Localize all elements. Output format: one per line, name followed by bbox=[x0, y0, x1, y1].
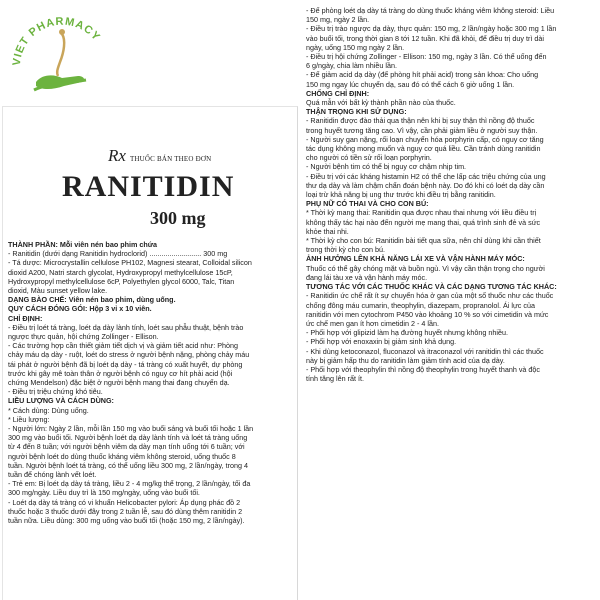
text-line: 150 mg ngay lúc chuyển dạ, sau đó có thể cách 6 giờ uống 1 lần. bbox=[306, 79, 515, 89]
text-line: chứng Mendelson) đặc biệt ở người bệnh mang thai đang chuyển dạ. bbox=[8, 378, 230, 388]
text-line: vào buổi tối, trong thời gian 8 tới 12 tuần. Khi đã khỏi, để điều trị duy trì dài bbox=[306, 33, 544, 43]
text-line: tác dụng không mong muốn và nguy cơ quá liều. Cần tránh dùng ranitidin bbox=[306, 144, 541, 154]
text-line: dioxid, Màu sunset yellow lake. bbox=[8, 286, 108, 296]
text-line: chảy máu dạ dày - ruột, loét do stress ở người bệnh nặng, phòng chảy máu bbox=[8, 350, 250, 360]
text-line: không thấy tác hại nào đến người mẹ mang thai, quá trình sinh đẻ và sức bbox=[306, 217, 541, 227]
text-line: chống đông máu cumarin, theophylin, diazepam, propranolol. Ái lực của bbox=[306, 300, 535, 310]
product-dose: 300 mg bbox=[150, 208, 206, 228]
text-line: - Khi dùng ketoconazol, fluconazol và itraconazol với ranitidin thì các thuốc bbox=[306, 346, 544, 356]
section-heading: THÀNH PHẦN: Mỗi viên nén bao phim chứa bbox=[8, 240, 157, 249]
text-line: - Điều trị triệu chứng khó tiêu. bbox=[8, 387, 103, 397]
right-page bbox=[300, 0, 596, 600]
prescription-note: THUỐC BÁN THEO ĐƠN bbox=[129, 155, 212, 163]
text-line: * Cách dùng: Dùng uống. bbox=[8, 405, 89, 415]
section-heading: TƯƠNG TÁC VỚI CÁC THUỐC KHÁC VÀ CÁC DẠNG TƯƠNG TÁC KHÁC: bbox=[306, 282, 557, 292]
text-line: tuần để chóng lành vết loét. bbox=[8, 470, 97, 480]
text-line: - Các trường hợp cần thiết giảm tiết dịch vị và giảm tiết acid như: Phòng bbox=[8, 341, 238, 351]
section-heading: DẠNG BÀO CHẾ: Viên nén bao phim, dùng uống. bbox=[8, 295, 176, 305]
text-line: thư dạ dày và làm chậm chẩn đoán bệnh này. Do đó khi có loét dạ dày cần bbox=[306, 180, 545, 190]
section-heading: ẢNH HƯỞNG LÊN KHẢ NĂNG LÁI XE VÀ VẬN HÀNH MÁY MÓC: bbox=[306, 254, 525, 264]
text-line: * Liều lượng: bbox=[8, 414, 50, 424]
text-line: trong thời kỳ cho con bú. bbox=[306, 245, 386, 255]
text-line: Hydroxypropyl methylcellulose 6cP, Polyethylen glycol 6000, Talc, Titan bbox=[8, 276, 235, 286]
text-line: 300 mg/ngày. Liều duy trì là 150 mg/ngày, uống vào buổi tối. bbox=[8, 488, 200, 498]
text-line: người bệnh loét do dùng thuốc kháng viêm không steroid, uống thuốc 8 bbox=[8, 451, 236, 461]
text-line: - Điều trị trào ngược dạ dày, thực quản: 150 mg, 2 lần/ngày hoặc 300 mg 1 lần bbox=[306, 24, 557, 34]
text-line: * Thời kỳ cho con bú: Ranitidin bài tiết qua sữa, nên chỉ dùng khi cần thiết bbox=[306, 236, 541, 246]
text-line: - Người lớn: Ngày 2 lần, mỗi lần 150 mg vào buổi sáng và buổi tối hoặc 1 lần bbox=[8, 424, 254, 434]
text-line: từ 4 đến 8 tuần; với người bệnh viêm dạ dày mạn tính uống tới 6 tuần; với bbox=[8, 442, 245, 452]
text-line: 150 mg, ngày 2 lần. bbox=[306, 15, 370, 25]
brand-name: VIET PHARMACY bbox=[10, 15, 103, 67]
text-line: - Phối hợp với enoxaxin bị giảm sinh khả dụng. bbox=[306, 337, 457, 347]
text-line: tuần nữa. Liều dùng: 300 mg uống vào buổi tối (hoặc 150 mg, 2 lần/ngày). bbox=[8, 516, 245, 526]
text-line: tuần. Người bệnh loét tá tràng, có thể uống liều 300 mg, 2 lần/ngày, trong 4 bbox=[8, 460, 248, 470]
text-line: này bị giảm hấp thu do ranitidin làm giảm tính acid của dạ dày. bbox=[306, 355, 505, 365]
text-line: 300 mg vào buổi tối. Người bệnh loét dạ dày lành tính và loét tá tràng uống bbox=[8, 433, 248, 443]
product-title: RANITIDIN bbox=[62, 170, 235, 203]
text-line: - Để phòng loét dạ dày tá tràng do dùng thuốc kháng viêm không steroid: Liều bbox=[306, 6, 555, 15]
text-line: khỏe thai nhi. bbox=[306, 226, 349, 236]
text-line: - Trẻ em: Bị loét dạ dày tá tràng, liều 2 - 4 mg/kg thể trọng, 2 lần/ngày, tối đa bbox=[8, 479, 251, 489]
text-line: - Điều trị với các kháng histamin H2 có thể che lấp các triệu chứng của ung bbox=[306, 171, 546, 181]
text-line: * Thời kỳ mang thai: Ranitidin qua được nhau thai nhưng với liều điều trị bbox=[306, 208, 537, 218]
text-line: - Để giảm acid dạ dày (để phòng hít phải acid) trong sản khoa: Cho uống bbox=[306, 70, 539, 80]
text-line: - Tá dược: Microcrystallin cellulose PH102, Magnesi stearat, Colloidal silicon bbox=[8, 258, 252, 268]
text-line: trước khi gây mê toàn thân ở người bệnh có nguy cơ hít phải acid (hội bbox=[8, 368, 233, 378]
text-line: ức chế men gan ít hơn cimetidin 2 - 4 lần. bbox=[306, 318, 439, 328]
rx-symbol: Rx bbox=[108, 146, 126, 165]
text-line: - Người suy gan nặng, rối loạn chuyển hóa porphyrin cấp, có nguy cơ tăng bbox=[306, 134, 544, 144]
text-line: - Ranitidin (dưới dạng Ranitidin hydroclorid) .......................... 300 mg bbox=[8, 249, 228, 259]
section-heading: CHỐNG CHỈ ĐỊNH: bbox=[306, 88, 370, 98]
text-line: - Người bệnh tim có thể bị nguy cơ chậm nhịp tim. bbox=[306, 162, 467, 172]
text-line: ngày, uống 150 mg ngày 2 lần. bbox=[306, 42, 405, 52]
text-line: cho người có tiền sử rối loạn porphyrin. bbox=[306, 153, 432, 163]
text-line: - Phối hợp với theophylin thì nồng độ theophylin trong huyết thanh và độc bbox=[306, 364, 540, 374]
text-line: tái phát ở người bệnh đã bị loét dạ dày - tá tràng có xuất huyết, dự phòng bbox=[8, 359, 243, 369]
text-line: trong huyết tương tăng cao. Vì vậy, cần phải giảm liều ở người suy thận. bbox=[306, 125, 538, 135]
text-line: ranitidin với men cytochrom P450 vào khoảng 10 % so với cimetidin và mức bbox=[306, 309, 549, 319]
section-heading: PHỤ NỮ CÓ THAI VÀ CHO CON BÚ: bbox=[306, 199, 429, 209]
text-line: - Ranitidin ức chế rất ít sự chuyển hóa ở gan của một số thuốc như các thuốc bbox=[306, 291, 554, 301]
text-line: - Điều trị loét tá tràng, loét dạ dày lành tính, loét sau phẫu thuật, bệnh trào bbox=[8, 322, 244, 332]
section-heading: QUY CÁCH ĐÓNG GÓI: Hộp 3 vỉ x 10 viên. bbox=[8, 304, 152, 314]
section-heading: CHỈ ĐỊNH: bbox=[8, 313, 43, 323]
rx-label bbox=[108, 146, 211, 166]
pharmacy-logo-icon bbox=[6, 4, 116, 96]
text-line: ngược thực quản, hội chứng Zollinger - Ellison. bbox=[8, 332, 159, 342]
text-line: - Điều trị hội chứng Zollinger - Ellison: 150 mg, ngày 3 lần. Có thể uống đến bbox=[306, 52, 547, 62]
svg-text:VIET PHARMACY bbox=[11, 16, 103, 67]
text-line: loại trừ khả năng bị ung thư trước khi điều trị bằng ranitidin. bbox=[306, 190, 496, 200]
text-line: đang lái tàu xe và vận hành máy móc. bbox=[306, 272, 428, 282]
text-line: - Phối hợp với glipizid làm hạ đường huyết nhưng không nhiều. bbox=[306, 328, 508, 338]
text-line: tính tăng lên rất ít. bbox=[306, 374, 364, 384]
text-line: - Loét dạ dày tá tràng có vi khuẩn Helicobacter pylori: Áp dụng phác đồ 2 bbox=[8, 497, 241, 507]
text-line: 6 g/ngày, chia làm nhiều lần. bbox=[306, 61, 397, 71]
viet-pharmacy-logo bbox=[6, 4, 116, 96]
right-text-body bbox=[306, 6, 594, 383]
text-line: - Ranitidin được đào thải qua thận nên khi bị suy thận thì nồng độ thuốc bbox=[306, 116, 535, 126]
text-line: dioxid A200, Natri starch glycolat, Hydroxypropyl methylcellulose 15cP, bbox=[8, 267, 233, 277]
text-line: Quá mẫn với bất kỳ thành phần nào của thuốc. bbox=[306, 98, 456, 108]
left-text-body bbox=[8, 240, 292, 525]
text-line: Thuốc có thể gây chóng mặt và buồn ngủ. Vì vậy cần thận trọng cho người bbox=[306, 263, 545, 273]
section-heading: LIỀU LƯỢNG VÀ CÁCH DÙNG: bbox=[8, 396, 114, 406]
section-heading: THẬN TRỌNG KHI SỬ DỤNG: bbox=[306, 107, 407, 117]
text-line: thuốc hoặc 3 thuốc dưới đây trong 2 tuần lễ, sau đó dùng thêm ranitidin 2 bbox=[8, 506, 243, 516]
